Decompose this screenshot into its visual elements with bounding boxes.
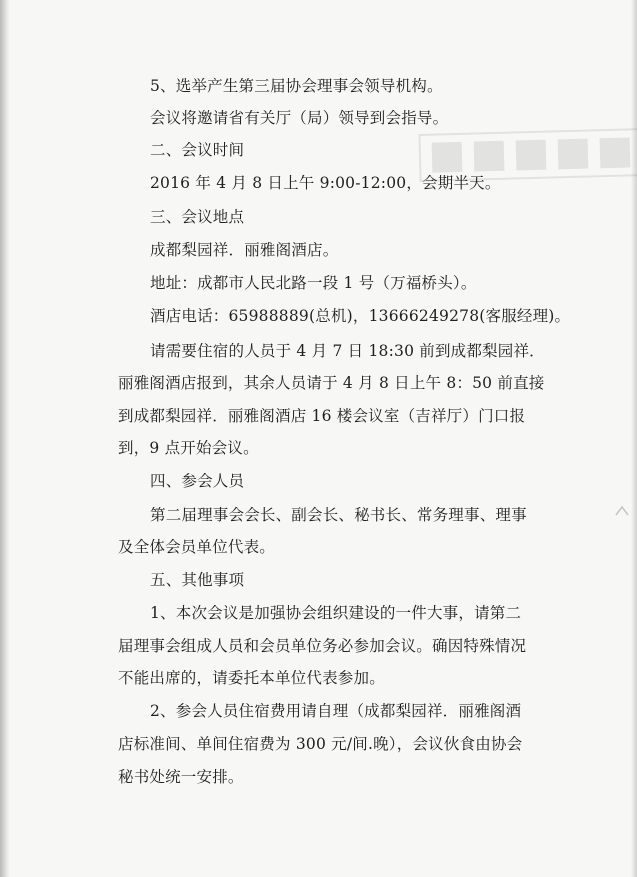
other-item-2-line-1: 2、参会人员住宿费用请自理（成都梨园祥．丽雅阁酒: [150, 702, 522, 720]
address-line: 地址：成都市人民北路一段 1 号（万福桥头）。: [150, 274, 477, 292]
other-item-2-line-3: 秘书处统一安排。: [118, 768, 244, 786]
attendees-line-2: 及全体会员单位代表。: [118, 538, 276, 556]
other-item-1-line-2: 届理事会组成人员和会员单位务必参加会议。确因特殊情况: [118, 637, 527, 655]
item-5-line: 5、选举产生第三届协会理事会领导机构。: [150, 77, 443, 95]
other-item-1-line-3: 不能出席的，请委托本单位代表参加。: [118, 669, 385, 687]
meeting-time-line: 2016 年 4 月 8 日上午 9:00-12:00，会期半天。: [150, 174, 501, 192]
other-item-2-line-2: 店标准间、单间住宿费为 300 元/间.晚），会议伙食由协会: [118, 735, 523, 753]
attendees-line-1: 第二届理事会会长、副会长、秘书长、常务理事、理事: [150, 506, 527, 524]
section-4-heading: 四、参会人员: [150, 472, 245, 490]
checkin-line-1: 请需要住宿的人员于 4 月 7 日 18:30 前到成都梨园祥．: [150, 342, 545, 360]
hotel-phone-line: 酒店电话：65988889(总机)，13666249278(客服经理)。: [150, 307, 571, 325]
section-3-heading: 三、会议地点: [150, 208, 245, 226]
section-5-heading: 五、其他事项: [150, 571, 245, 589]
checkin-line-2: 丽雅阁酒店报到，其余人员请于 4 月 8 日上午 8：50 前直接: [118, 374, 545, 392]
section-2-heading: 二、会议时间: [150, 141, 245, 159]
checkin-line-4: 到，9 点开始会议。: [118, 439, 259, 457]
other-item-1-line-1: 1、本次会议是加强协会组织建设的一件大事，请第二: [150, 604, 522, 622]
guidance-line: 会议将邀请省有关厅（局）领导到会指导。: [150, 109, 449, 127]
venue-line: 成都梨园祥．丽雅阁酒店。: [150, 241, 339, 259]
checkin-line-3: 到成都梨园祥．丽雅阁酒店 16 楼会议室（吉祥厅）门口报: [118, 407, 526, 425]
